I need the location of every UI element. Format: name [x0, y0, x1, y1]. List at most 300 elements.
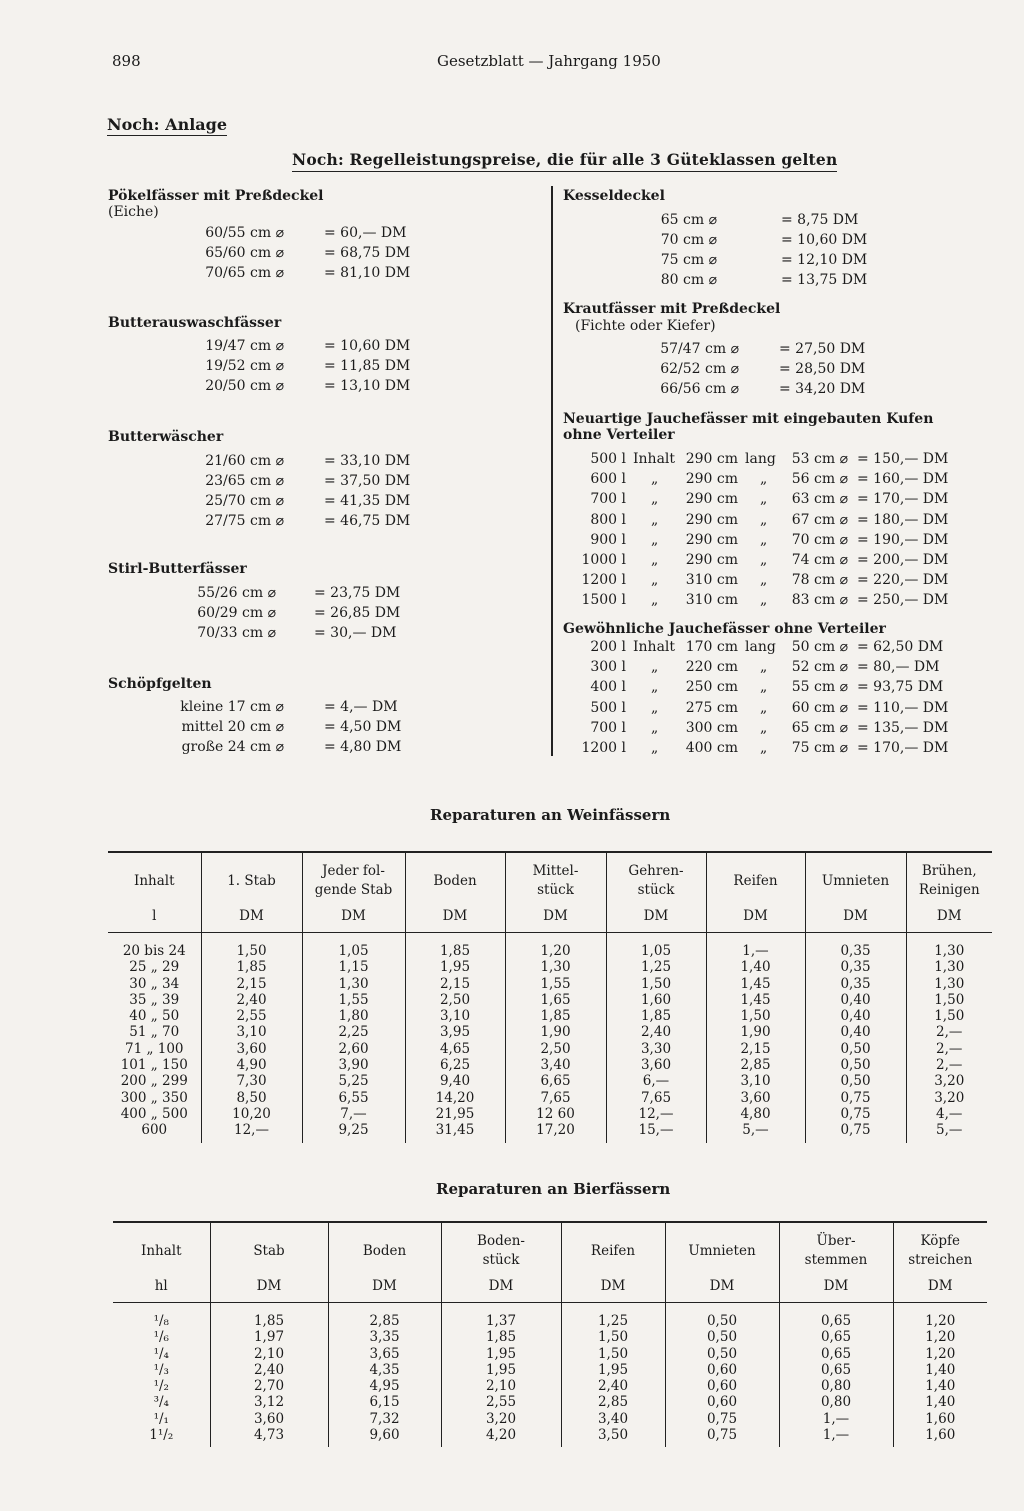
barrel-price: = 4,— DM: [324, 699, 398, 715]
barrel-price: = 8,75 DM: [781, 212, 859, 228]
barrel-diameter: 70 cm ⌀: [791, 531, 848, 548]
price-cell: 2,—: [906, 1057, 992, 1073]
price-cell: 1,50: [906, 1008, 992, 1024]
price-cell: 3,60: [210, 1411, 328, 1427]
price-row: [0, 381, 1000, 401]
price-cell: 7,30: [201, 1073, 302, 1089]
barrel-price: = 13,10 DM: [324, 378, 411, 394]
capacity-cell: 300 „ 350: [120, 1089, 188, 1106]
barrel-size: kleine 17 cm ⌀: [180, 699, 284, 715]
barrel-size: 65/60 cm ⌀: [205, 245, 284, 261]
barrel-price: = 13,75 DM: [781, 272, 868, 288]
column-unit: DM: [505, 903, 606, 933]
price-cell: 1,45: [706, 992, 805, 1008]
barrel-size: 57/47 cm ⌀: [660, 341, 739, 357]
table-row: [113, 1427, 987, 1447]
barrel-price: = 12,10 DM: [781, 252, 868, 268]
table-row: [108, 959, 992, 975]
price-row: [0, 212, 1000, 232]
barrel-price: = 27,50 DM: [779, 341, 866, 357]
price-cell: 3,35: [328, 1329, 441, 1345]
price-cell: 1,60: [893, 1411, 987, 1427]
ditto-inhalt: „: [651, 471, 659, 488]
capacity-cell: 40 „ 50: [129, 1008, 180, 1025]
price-cell: 1,25: [606, 959, 706, 975]
price-cell: 1,50: [201, 933, 302, 960]
price-section-title: Noch: Regelleistungspreise, die für alle 3 Güteklassen gelten: [292, 150, 837, 172]
barrel-diameter: 75 cm ⌀: [791, 740, 848, 756]
column-header: Gehren- stück: [606, 852, 706, 903]
capacity-cell: ¹/₁: [153, 1410, 169, 1427]
table-row: [108, 1057, 992, 1073]
barrel-size: 55/26 cm ⌀: [197, 585, 276, 601]
column-unit: DM: [906, 903, 992, 933]
price-cell: 0,75: [805, 1122, 906, 1142]
price-cell: 0,40: [805, 1024, 906, 1040]
price-cell: 1,95: [441, 1346, 561, 1362]
ditto-inhalt: „: [651, 531, 659, 548]
ditto-lang: „: [760, 531, 768, 548]
price-cell: 2,15: [201, 976, 302, 992]
column-header: 1. Stab: [201, 852, 302, 903]
barrel-volume: 500 l: [590, 699, 626, 716]
group-title: Krautfässer mit Preßdeckel: [563, 301, 781, 317]
ditto-lang: „: [760, 511, 768, 528]
barrel-size: 70/33 cm ⌀: [197, 625, 276, 641]
page-header-title: Gesetzblatt — Jahrgang 1950: [437, 52, 661, 70]
price-cell: 1,85: [405, 933, 505, 960]
price-cell: 3,10: [405, 1008, 505, 1024]
price-cell: 0,50: [805, 1041, 906, 1057]
ditto-lang: „: [760, 679, 768, 696]
column-header: Umnieten: [665, 1222, 779, 1273]
jauche-row: [0, 659, 1000, 679]
price-cell: 5,—: [906, 1122, 992, 1142]
price-cell: 3,60: [201, 1041, 302, 1057]
column-header: Boden: [328, 1222, 441, 1273]
jauche-row: [0, 512, 1000, 532]
barrel-price: = 200,— DM: [857, 552, 949, 568]
table-row: [108, 933, 992, 960]
capacity-cell: 1¹/₂: [149, 1427, 174, 1444]
column-unit: DM: [441, 1273, 561, 1303]
barrel-volume: 1000 l: [581, 552, 626, 568]
price-cell: 2,55: [441, 1394, 561, 1410]
column-unit: DM: [405, 903, 505, 933]
price-cell: 2,85: [706, 1057, 805, 1073]
price-cell: 12,—: [201, 1122, 302, 1142]
barrel-size: 62/52 cm ⌀: [660, 361, 739, 377]
group-title: Schöpfgelten: [108, 676, 212, 692]
price-cell: 4,95: [328, 1378, 441, 1394]
barrel-price: = 10,60 DM: [324, 338, 411, 354]
price-cell: 2,—: [906, 1041, 992, 1057]
ditto-lang: „: [760, 471, 768, 488]
jauche-row: [0, 720, 1000, 740]
barrel-price: = 11,85 DM: [324, 358, 411, 374]
ditto-inhalt: Inhalt: [633, 639, 676, 655]
jauche-row: [0, 552, 1000, 572]
barrel-diameter: 65 cm ⌀: [791, 719, 848, 736]
price-cell: 10,20: [201, 1106, 302, 1122]
price-cell: 2,55: [201, 1008, 302, 1024]
group-title: Stirl-Butterfässer: [108, 561, 247, 577]
ditto-inhalt: „: [651, 552, 659, 568]
barrel-price: = 170,— DM: [857, 491, 949, 508]
price-cell: 21,95: [405, 1106, 505, 1122]
price-cell: 0,75: [805, 1090, 906, 1106]
barrel-price: = 180,— DM: [857, 511, 949, 528]
capacity-cell: 25 „ 29: [129, 959, 180, 976]
price-cell: 2,40: [201, 992, 302, 1008]
ditto-lang: „: [760, 592, 768, 609]
price-cell: 1,90: [505, 1024, 606, 1040]
table-row: [108, 992, 992, 1008]
capacity-cell: 20 bis 24: [122, 943, 186, 959]
barrel-price: = 68,75 DM: [324, 245, 411, 261]
barrel-price: = 30,— DM: [314, 625, 397, 641]
barrel-price: = 37,50 DM: [324, 473, 411, 489]
price-cell: 6,15: [328, 1394, 441, 1410]
barrel-length: 310 cm: [685, 592, 738, 609]
barrel-volume: 700 l: [590, 719, 626, 736]
table-row: [108, 1106, 992, 1122]
price-cell: 7,65: [606, 1090, 706, 1106]
price-cell: 4,20: [441, 1427, 561, 1447]
capacity-cell: 51 „ 70: [129, 1024, 180, 1041]
price-cell: 1,20: [893, 1303, 987, 1330]
capacity-cell: 200 „ 299: [120, 1073, 188, 1090]
price-cell: 1,60: [606, 992, 706, 1008]
price-cell: 0,40: [805, 1008, 906, 1024]
table-row: [113, 1329, 987, 1345]
price-row: [0, 361, 1000, 381]
price-cell: 1,85: [606, 1008, 706, 1024]
barrel-price: = 26,85 DM: [314, 605, 401, 621]
price-cell: 7,—: [302, 1106, 405, 1122]
price-cell: 1,30: [302, 976, 405, 992]
price-cell: 1,30: [906, 976, 992, 992]
price-cell: 3,60: [606, 1057, 706, 1073]
ditto-lang: „: [760, 491, 768, 508]
column-unit: l: [152, 908, 157, 924]
column-unit: hl: [154, 1278, 168, 1294]
barrel-price: = 41,35 DM: [324, 493, 411, 509]
barrel-volume: 400 l: [590, 679, 626, 696]
price-cell: 1,85: [505, 1008, 606, 1024]
price-cell: 7,65: [505, 1090, 606, 1106]
table-row: [113, 1346, 987, 1362]
jauche-row: [0, 592, 1000, 612]
barrel-length: 290 cm: [685, 491, 738, 508]
price-cell: 3,95: [405, 1024, 505, 1040]
price-cell: 2,50: [505, 1041, 606, 1057]
barrel-diameter: 50 cm ⌀: [791, 639, 848, 655]
price-cell: 2,70: [210, 1378, 328, 1394]
barrel-price: = 33,10 DM: [324, 453, 411, 469]
price-cell: 2,15: [405, 976, 505, 992]
barrel-diameter: 83 cm ⌀: [791, 592, 848, 609]
capacity-cell: ¹/₄: [153, 1345, 169, 1362]
table-row: [108, 1073, 992, 1089]
price-cell: 0,50: [665, 1346, 779, 1362]
barrel-diameter: 60 cm ⌀: [791, 699, 848, 716]
column-unit: DM: [706, 903, 805, 933]
price-cell: 1,85: [210, 1303, 328, 1330]
barrel-diameter: 67 cm ⌀: [791, 511, 848, 528]
price-cell: 1,85: [441, 1329, 561, 1345]
price-cell: 0,75: [665, 1427, 779, 1447]
barrel-price: = 250,— DM: [857, 592, 949, 609]
price-cell: 0,50: [805, 1057, 906, 1073]
price-cell: 0,60: [665, 1378, 779, 1394]
barrel-price: = 220,— DM: [857, 572, 949, 589]
price-cell: 0,50: [805, 1073, 906, 1089]
price-cell: 1,50: [906, 992, 992, 1008]
jauche-row: [0, 572, 1000, 592]
barrel-size: 65 cm ⌀: [660, 212, 717, 228]
price-cell: 0,60: [665, 1362, 779, 1378]
ditto-inhalt: „: [651, 592, 659, 609]
beer-repairs-title: Reparaturen an Bierfässern: [436, 1180, 671, 1198]
barrel-length: 275 cm: [685, 699, 738, 716]
price-cell: 0,65: [779, 1362, 893, 1378]
price-cell: 1,15: [302, 959, 405, 975]
price-cell: 0,65: [779, 1303, 893, 1330]
price-cell: 2,50: [405, 992, 505, 1008]
group-title: Pökelfässer mit Preßdeckel: [108, 188, 324, 204]
price-cell: 1,05: [302, 933, 405, 960]
price-cell: 1,40: [706, 959, 805, 975]
barrel-volume: 300 l: [590, 659, 626, 676]
price-cell: 0,60: [665, 1394, 779, 1410]
barrel-diameter: 74 cm ⌀: [791, 552, 848, 568]
group-subtitle: (Eiche): [108, 204, 159, 220]
price-cell: 1,—: [779, 1411, 893, 1427]
price-cell: 1,95: [441, 1362, 561, 1378]
barrel-volume: 200 l: [590, 639, 626, 655]
table-row: [108, 1122, 992, 1142]
jauche-row: [0, 471, 1000, 491]
barrel-length: 290 cm: [685, 531, 738, 548]
price-cell: 9,25: [302, 1122, 405, 1142]
price-cell: 1,40: [893, 1394, 987, 1410]
barrel-length: 310 cm: [685, 572, 738, 589]
table-row: [108, 1090, 992, 1106]
price-cell: 1,80: [302, 1008, 405, 1024]
barrel-size: 66/56 cm ⌀: [660, 381, 739, 397]
price-cell: 3,90: [302, 1057, 405, 1073]
price-cell: 2,10: [441, 1378, 561, 1394]
barrel-size: 60/29 cm ⌀: [197, 605, 276, 621]
column-header: Reifen: [706, 852, 805, 903]
price-cell: 1,50: [606, 976, 706, 992]
ditto-lang: lang: [745, 639, 776, 655]
price-cell: 1,95: [561, 1362, 665, 1378]
price-cell: 0,50: [665, 1303, 779, 1330]
price-cell: 0,65: [779, 1346, 893, 1362]
wine-repairs-table: [108, 851, 992, 1143]
price-cell: 2,25: [302, 1024, 405, 1040]
barrel-length: 290 cm: [685, 471, 738, 488]
price-cell: 4,35: [328, 1362, 441, 1378]
ditto-inhalt: „: [651, 740, 659, 756]
capacity-cell: 400 „ 500: [120, 1105, 188, 1122]
price-cell: 1,30: [906, 933, 992, 960]
price-cell: 9,40: [405, 1073, 505, 1089]
barrel-length: 300 cm: [685, 719, 738, 736]
price-cell: 7,32: [328, 1411, 441, 1427]
price-row: [0, 252, 1000, 272]
barrel-price: = 81,10 DM: [324, 265, 411, 281]
barrel-price: = 28,50 DM: [779, 361, 866, 377]
price-cell: 14,20: [405, 1090, 505, 1106]
barrel-diameter: 78 cm ⌀: [791, 572, 848, 589]
column-header: Über- stemmen: [779, 1222, 893, 1273]
price-cell: 3,30: [606, 1041, 706, 1057]
ditto-lang: „: [760, 719, 768, 736]
column-header: Stab: [210, 1222, 328, 1273]
barrel-price: = 34,20 DM: [779, 381, 866, 397]
table-row: [113, 1362, 987, 1378]
price-cell: 5,25: [302, 1073, 405, 1089]
barrel-size: 27/75 cm ⌀: [205, 513, 284, 529]
column-unit: DM: [665, 1273, 779, 1303]
barrel-length: 220 cm: [685, 659, 738, 676]
price-cell: 0,80: [779, 1394, 893, 1410]
capacity-cell: 71 „ 100: [124, 1040, 184, 1057]
price-cell: 4,90: [201, 1057, 302, 1073]
price-cell: 12,—: [606, 1106, 706, 1122]
barrel-size: 70 cm ⌀: [660, 232, 717, 248]
barrel-size: 19/47 cm ⌀: [205, 338, 284, 354]
price-cell: 1,50: [561, 1329, 665, 1345]
capacity-cell: 35 „ 39: [129, 991, 180, 1008]
price-cell: 2,40: [606, 1024, 706, 1040]
price-cell: 3,65: [328, 1346, 441, 1362]
price-cell: 1,65: [505, 992, 606, 1008]
column-header: Mittel- stück: [505, 852, 606, 903]
page-number: 898: [112, 52, 141, 70]
price-cell: 1,95: [405, 959, 505, 975]
column-header: Boden: [405, 852, 505, 903]
price-cell: 12 60: [505, 1106, 606, 1122]
column-unit: DM: [779, 1273, 893, 1303]
table-row: [113, 1378, 987, 1394]
price-cell: 1,30: [505, 959, 606, 975]
price-cell: 3,20: [906, 1073, 992, 1089]
table-row: [108, 1024, 992, 1040]
price-cell: 2,85: [561, 1394, 665, 1410]
price-row: [0, 232, 1000, 252]
price-cell: 2,40: [561, 1378, 665, 1394]
price-cell: 0,65: [779, 1329, 893, 1345]
capacity-cell: ¹/₆: [153, 1329, 169, 1346]
price-cell: 0,80: [779, 1378, 893, 1394]
group-title: Kesseldeckel: [563, 188, 665, 204]
barrel-price: = 80,— DM: [857, 659, 940, 676]
barrel-diameter: 52 cm ⌀: [791, 659, 848, 676]
barrel-size: 75 cm ⌀: [660, 252, 717, 268]
price-cell: 1,60: [893, 1427, 987, 1447]
column-header: Inhalt: [133, 872, 175, 889]
price-cell: 0,35: [805, 933, 906, 960]
price-cell: 1,50: [561, 1346, 665, 1362]
group-title: Butterauswaschfässer: [108, 315, 282, 331]
price-cell: 3,50: [561, 1427, 665, 1447]
jauche-row: [0, 679, 1000, 699]
column-divider: [551, 186, 553, 756]
column-unit: DM: [210, 1273, 328, 1303]
barrel-length: 290 cm: [685, 511, 738, 528]
column-header: Boden- stück: [441, 1222, 561, 1273]
price-cell: 0,75: [805, 1106, 906, 1122]
price-cell: 6,65: [505, 1073, 606, 1089]
barrel-length: 290 cm: [685, 552, 738, 568]
price-row: [0, 341, 1000, 361]
barrel-price: = 93,75 DM: [857, 679, 944, 696]
barrel-volume: 900 l: [590, 531, 626, 548]
barrel-volume: 1200 l: [581, 740, 626, 756]
price-cell: 1,—: [706, 933, 805, 960]
table-row: [108, 976, 992, 992]
capacity-cell: ¹/₃: [153, 1361, 169, 1378]
capacity-cell: ³/₄: [153, 1394, 169, 1411]
barrel-volume: 700 l: [590, 491, 626, 508]
price-cell: 1,—: [779, 1427, 893, 1447]
barrel-volume: 600 l: [590, 471, 626, 488]
barrel-price: = 10,60 DM: [781, 232, 868, 248]
barrel-length: 170 cm: [685, 639, 738, 655]
price-cell: 5,—: [706, 1122, 805, 1142]
barrel-price: = 110,— DM: [857, 699, 949, 716]
price-cell: 0,75: [665, 1411, 779, 1427]
jauche-row: [0, 740, 1000, 760]
price-cell: 0,40: [805, 992, 906, 1008]
price-row: [0, 272, 1000, 292]
barrel-price: = 62,50 DM: [857, 639, 944, 655]
ditto-inhalt: „: [651, 491, 659, 508]
price-cell: 1,90: [706, 1024, 805, 1040]
barrel-diameter: 63 cm ⌀: [791, 491, 848, 508]
barrel-size: 20/50 cm ⌀: [205, 378, 284, 394]
column-unit: DM: [201, 903, 302, 933]
barrel-diameter: 56 cm ⌀: [791, 471, 848, 488]
price-cell: 3,20: [441, 1411, 561, 1427]
column-unit: DM: [893, 1273, 987, 1303]
jauche-row: [0, 451, 1000, 471]
ditto-lang: „: [760, 572, 768, 589]
barrel-size: 23/65 cm ⌀: [205, 473, 284, 489]
price-cell: 1,37: [441, 1303, 561, 1330]
barrel-size: 21/60 cm ⌀: [205, 453, 284, 469]
price-cell: 1,20: [893, 1346, 987, 1362]
barrel-price: = 160,— DM: [857, 471, 949, 488]
wine-repairs-title: Reparaturen an Weinfässern: [430, 806, 671, 824]
barrel-size: mittel 20 cm ⌀: [181, 719, 284, 735]
jauche-row: [0, 639, 1000, 659]
barrel-length: 290 cm: [685, 451, 738, 467]
price-cell: 31,45: [405, 1122, 505, 1142]
price-cell: 1,05: [606, 933, 706, 960]
barrel-size: 80 cm ⌀: [660, 272, 717, 288]
group-title: Gewöhnliche Jauchefässer ohne Verteiler: [563, 621, 886, 637]
price-cell: 0,35: [805, 959, 906, 975]
barrel-price: = 4,80 DM: [324, 739, 402, 755]
group-title: Butterwäscher: [108, 429, 224, 445]
price-cell: 4,80: [706, 1106, 805, 1122]
price-cell: 6,—: [606, 1073, 706, 1089]
